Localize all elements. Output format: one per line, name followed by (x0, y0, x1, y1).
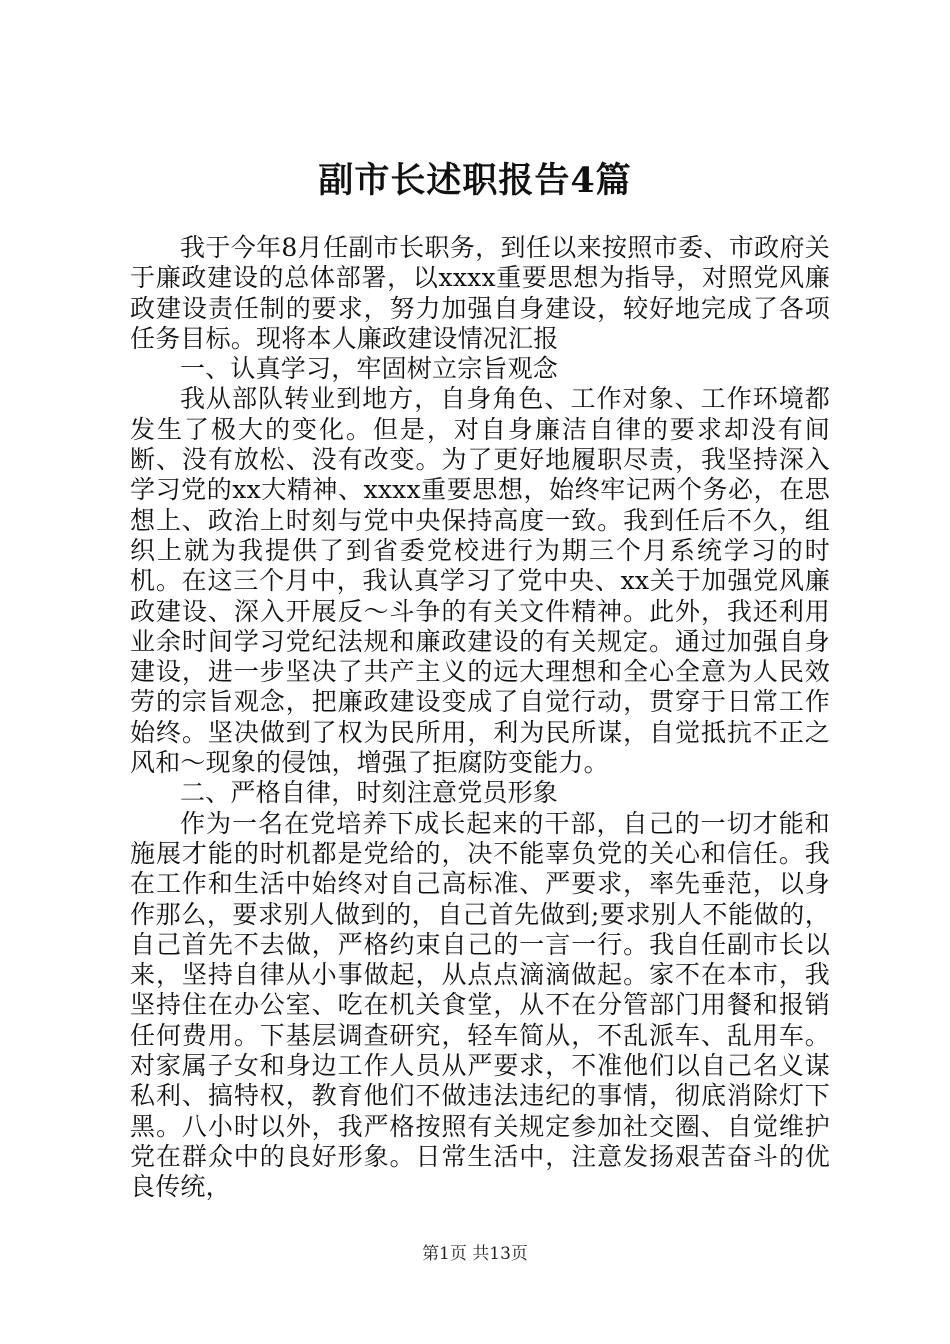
section-heading-1: 一、认真学习，牢固树立宗旨观念 (180, 354, 559, 384)
document-body (130, 233, 830, 1203)
paragraph-section-2: 作为一名在党培养下成长起来的干部，自己的一切才能和施展才能的时机都是党给的，决不能辜负党的关心和信任。我在工作和生活中始终对自己高标准、严要求，率先垂范，以身作那么，要求别人做到的，自己首先做到;要求别人不能做的，自己首先不去做，严格约束自己的一言一行。我自任副市长以来，坚持自律从小事做起，从点点滴滴做起。家不在本市，我坚持住在办公室、吃在机关食堂，从不在分管部门用餐和报销任何费用。下基层调查研究，轻车简从，不乱派车、乱用车。对家属子女和身边工作人员从严要求，不准他们以自己名义谋私利、搞特权，教育他们不做违法违纪的事情，彻底消除灯下黑。八小时以外，我严格按照有关规定参加社交圈、自觉维护党在群众中的良好形象。日常生活中，注意发扬艰苦奋斗的优良传统， (130, 808, 830, 1202)
section-heading-2: 二、严格自律，时刻注意党员形象 (180, 778, 559, 808)
page-footer: 第1页 共13页 (422, 1244, 528, 1264)
paragraph-intro: 我于今年8月任副市长职务，到任以来按照市委、市政府关于廉政建设的总体部署，以xxxx重要思想为指导，对照党风廉政建设责任制的要求，努力加强自身建设，较好地完成了各项任务目标。现将本人廉政建设情况汇报 (130, 233, 830, 353)
document-title: 副市长述职报告4篇 (318, 160, 632, 201)
paragraph-section-1: 我从部队转业到地方，自身角色、工作对象、工作环境都发生了极大的变化。但是，对自身廉洁自律的要求却没有间断、没有放松、没有改变。为了更好地履职尽责，我坚持深入学习党的xx大精神、xxxx重要思想，始终牢记两个务必，在思想上、政治上时刻与党中央保持高度一致。我到任后不久，组织上就为我提供了到省委党校进行为期三个月系统学习的时机。在这三个月中，我认真学习了党中央、xx关于加强党风廉政建设、深入开展反～斗争的有关文件精神。此外，我还利用业余时间学习党纪法规和廉政建设的有关规定。通过加强自身建设，进一步坚决了共产主义的远大理想和全心全意为人民效劳的宗旨观念，把廉政建设变成了自觉行动，贯穿于日常工作始终。坚决做到了权为民所用，利为民所谋，自觉抵抗不正之风和～现象的侵蚀，增强了拒腐防变能力。 (130, 384, 830, 778)
